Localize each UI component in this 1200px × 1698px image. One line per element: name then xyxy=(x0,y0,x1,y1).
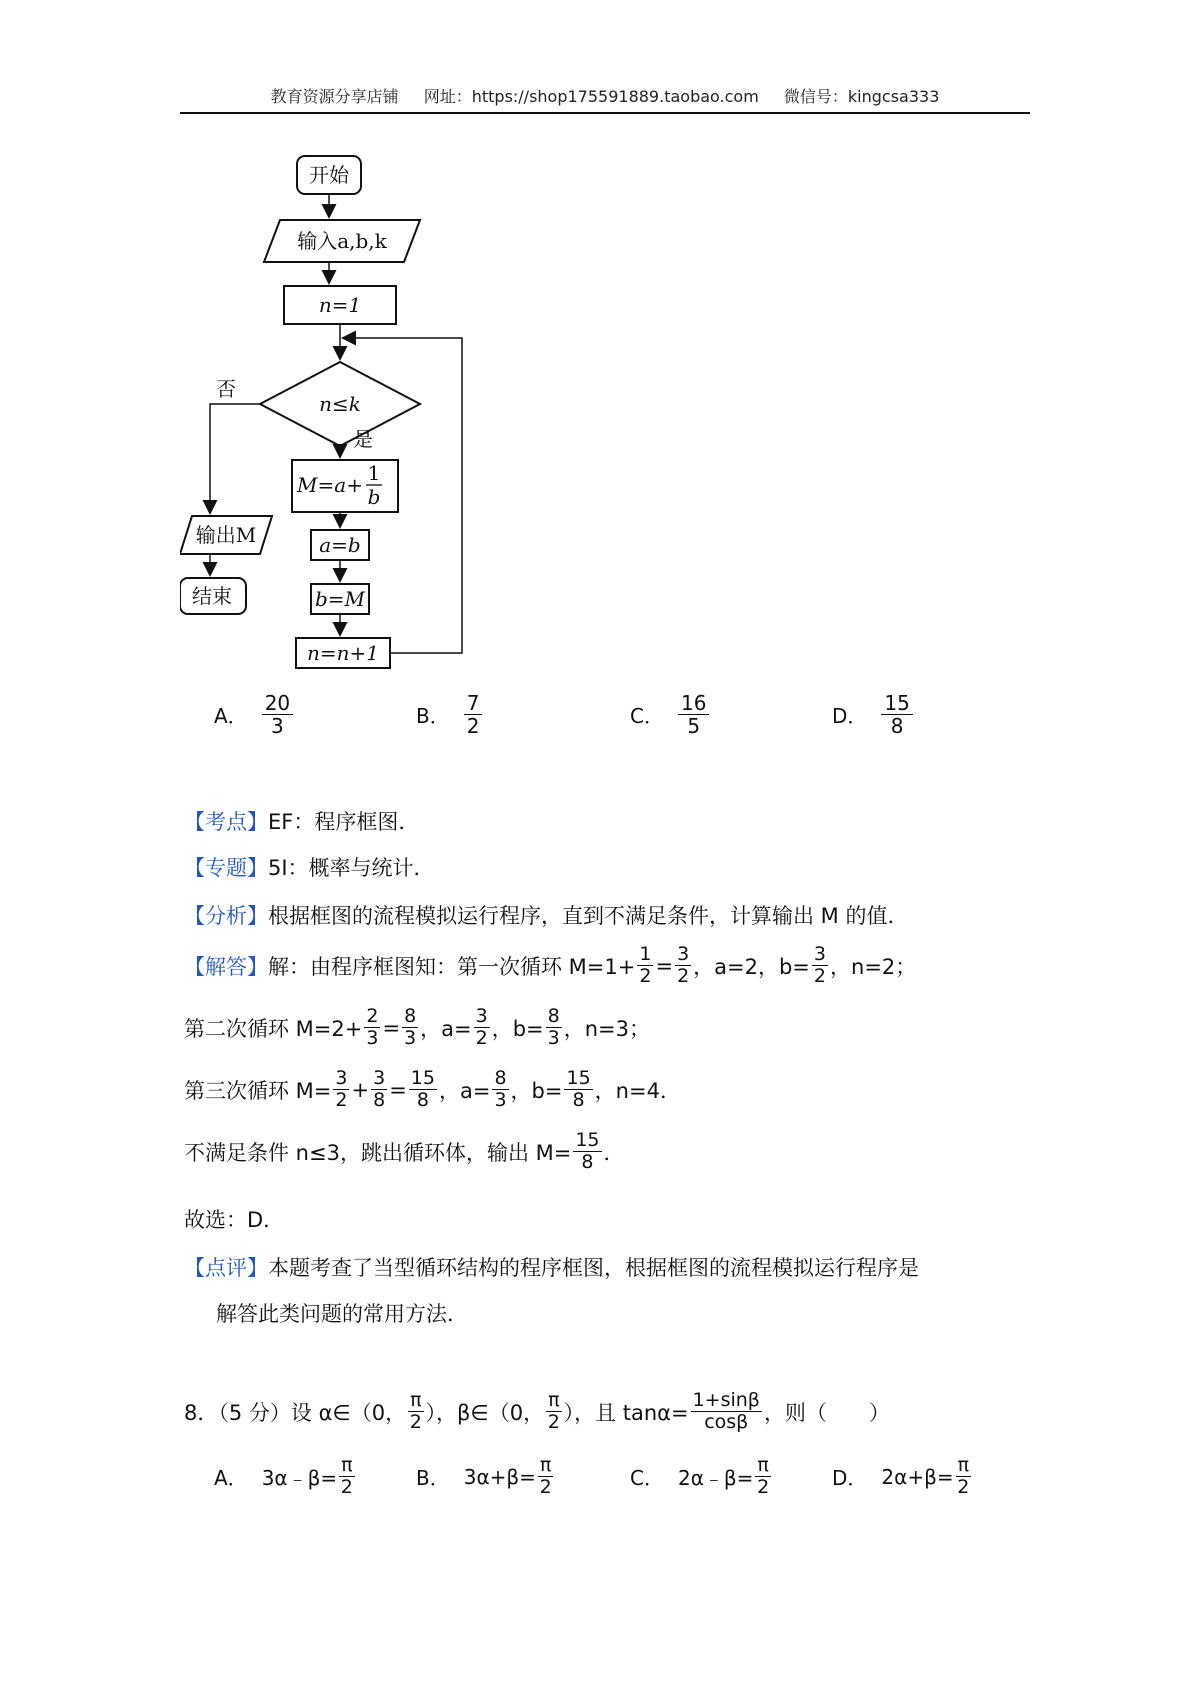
dianping-text: 本题考查了当型循环结构的程序框图，根据框图的流程模拟运行程序是 xyxy=(268,1256,919,1280)
text: ，n=2； xyxy=(830,954,917,979)
option-expr: 2α﹣β= xyxy=(677,1466,754,1490)
condition-label: n≤k xyxy=(319,392,361,416)
fraction: $\frac{1}{2}$ xyxy=(639,943,652,987)
fraction: $\frac{2}{3}$ xyxy=(366,1005,379,1049)
text: ，则（ ） xyxy=(763,1400,890,1425)
kaodian-tag: 【考点】 xyxy=(184,810,268,834)
text: ，b= xyxy=(491,1016,544,1041)
text: + xyxy=(351,1077,370,1102)
end-label: 结束 xyxy=(192,584,232,608)
fenxi-text: 根据框图的流程模拟运行程序，直到不满足条件，计算输出 M 的值． xyxy=(268,904,909,928)
output-label: 输出M xyxy=(195,523,257,547)
zhuanti-line xyxy=(184,852,435,882)
text: ，a= xyxy=(420,1016,472,1041)
q8-option-b xyxy=(416,1455,555,1498)
option-label: C． xyxy=(630,1466,664,1490)
text: ． xyxy=(603,1140,625,1165)
fraction: $\frac{20}{3}$ xyxy=(262,692,293,737)
option-label: A． xyxy=(214,704,248,728)
zhuanti-text: 5I：概率与统计． xyxy=(268,856,435,880)
q8-option-c xyxy=(630,1455,773,1498)
text: ，a=2，b= xyxy=(693,954,810,979)
fraction: $\frac{15}{8}$ xyxy=(566,1067,591,1111)
fraction: $\frac{8}{3}$ xyxy=(494,1067,507,1111)
zhuanti-tag: 【专题】 xyxy=(184,856,268,880)
jieda-tag: 【解答】 xyxy=(184,954,268,979)
fraction: $\frac{15}{8}$ xyxy=(575,1129,600,1173)
fraction: $\frac{\pi}{2}$ xyxy=(539,1454,552,1498)
fraction: $\frac{7}{2}$ xyxy=(464,692,483,737)
step-n-label: n=n+1 xyxy=(306,641,380,665)
start-label: 开始 xyxy=(309,163,349,187)
q7-options xyxy=(0,692,1200,752)
fraction: $\frac{15}{8}$ xyxy=(410,1067,435,1111)
fraction: $\frac{3}{2}$ xyxy=(475,1005,488,1049)
yes-label: 是 xyxy=(353,427,373,451)
step-m-lhs: M=a+ xyxy=(297,473,363,497)
option-label: D． xyxy=(832,704,868,728)
kaodian-line xyxy=(184,806,419,836)
text: ），且 tanα= xyxy=(563,1400,689,1425)
text: = xyxy=(382,1015,401,1040)
text: ，b= xyxy=(510,1078,563,1103)
dianping-line-1 xyxy=(184,1252,919,1282)
no-label: 否 xyxy=(216,377,236,401)
option-expr: 2α+β= xyxy=(881,1464,954,1489)
text: 解：由程序框图知：第一次循环 M=1+ xyxy=(268,954,636,979)
text: 8．（5 分）设 α∈（0， xyxy=(184,1400,407,1425)
dianping-line-2 xyxy=(216,1298,468,1328)
question-8 xyxy=(184,1390,890,1433)
fenxi-tag: 【分析】 xyxy=(184,904,268,928)
fraction: $\frac{\pi}{2}$ xyxy=(957,1454,970,1498)
flowchart xyxy=(180,140,500,680)
fraction: $\frac{\pi}{2}$ xyxy=(757,1454,770,1498)
fraction: $\frac{8}{3}$ xyxy=(404,1005,417,1049)
q8-option-a xyxy=(214,1455,357,1498)
dianping-text: 解答此类问题的常用方法． xyxy=(216,1302,468,1326)
step-a-label: a=b xyxy=(319,533,361,557)
jieda-line-3 xyxy=(184,1068,681,1111)
shop-name: 教育资源分享店铺 xyxy=(270,87,399,106)
option-expr: 3α﹣β= xyxy=(261,1466,338,1490)
fraction: $\frac{3}{2}$ xyxy=(335,1067,348,1111)
kaodian-text: EF：程序框图． xyxy=(268,810,420,834)
fraction: $\frac{8}{3}$ xyxy=(547,1005,560,1049)
dianping-tag: 【点评】 xyxy=(184,1256,268,1280)
q7-option-c xyxy=(630,692,709,737)
text: 第二次循环 M=2+ xyxy=(184,1016,363,1041)
fraction: $\frac{\pi}{2}$ xyxy=(340,1454,353,1498)
step-m-num: 1 xyxy=(367,461,381,485)
jieda-line-1 xyxy=(184,944,916,987)
fraction: $\frac{3}{8}$ xyxy=(373,1067,386,1111)
q7-option-a xyxy=(214,692,293,737)
text: ，n=4． xyxy=(594,1078,681,1103)
fraction: $\frac{3}{2}$ xyxy=(677,943,690,987)
fraction: $\frac{1+\sin\beta}{\cos\beta}$ xyxy=(692,1389,760,1433)
option-expr: 3α+β= xyxy=(463,1464,536,1489)
answer-line xyxy=(184,1204,284,1234)
text: 第三次循环 M= xyxy=(184,1078,332,1103)
text: = xyxy=(655,953,674,978)
jieda-line-4 xyxy=(184,1130,625,1173)
text: = xyxy=(389,1077,407,1102)
fenxi-line xyxy=(184,900,908,930)
header-rule xyxy=(180,112,1030,114)
init-label: n=1 xyxy=(318,293,362,317)
text: ），β∈（0， xyxy=(425,1400,545,1425)
jieda-line-2 xyxy=(184,1006,650,1049)
option-label: A． xyxy=(214,1466,248,1490)
text: 不满足条件 n≤3，跳出循环体，输出 M= xyxy=(184,1140,572,1165)
option-label: B． xyxy=(416,704,450,728)
text: ，n=3； xyxy=(563,1016,651,1041)
fraction: $\frac{16}{5}$ xyxy=(678,692,709,737)
input-label: 输入a,b,k xyxy=(297,229,387,253)
step-b-label: b=M xyxy=(314,587,366,611)
fraction: $\frac{3}{2}$ xyxy=(813,943,827,987)
page-header xyxy=(180,84,1030,107)
step-m-den: b xyxy=(367,485,381,509)
fraction: $\frac{\pi}{2}$ xyxy=(547,1389,560,1433)
q7-option-d xyxy=(832,692,913,737)
text: ，a= xyxy=(438,1078,491,1103)
fraction: $\frac{15}{8}$ xyxy=(881,692,912,737)
shop-url: 网址：https://shop175591889.taobao.com xyxy=(423,87,759,106)
answer-text: 故选：D． xyxy=(184,1208,285,1232)
q8-option-d xyxy=(832,1455,973,1498)
wechat-id: 微信号：kingcsa333 xyxy=(783,87,940,106)
option-label: B． xyxy=(416,1466,450,1490)
fraction: $\frac{\pi}{2}$ xyxy=(409,1389,422,1433)
q7-option-b xyxy=(416,692,482,737)
option-label: D． xyxy=(832,1466,868,1490)
option-label: C． xyxy=(630,704,664,728)
